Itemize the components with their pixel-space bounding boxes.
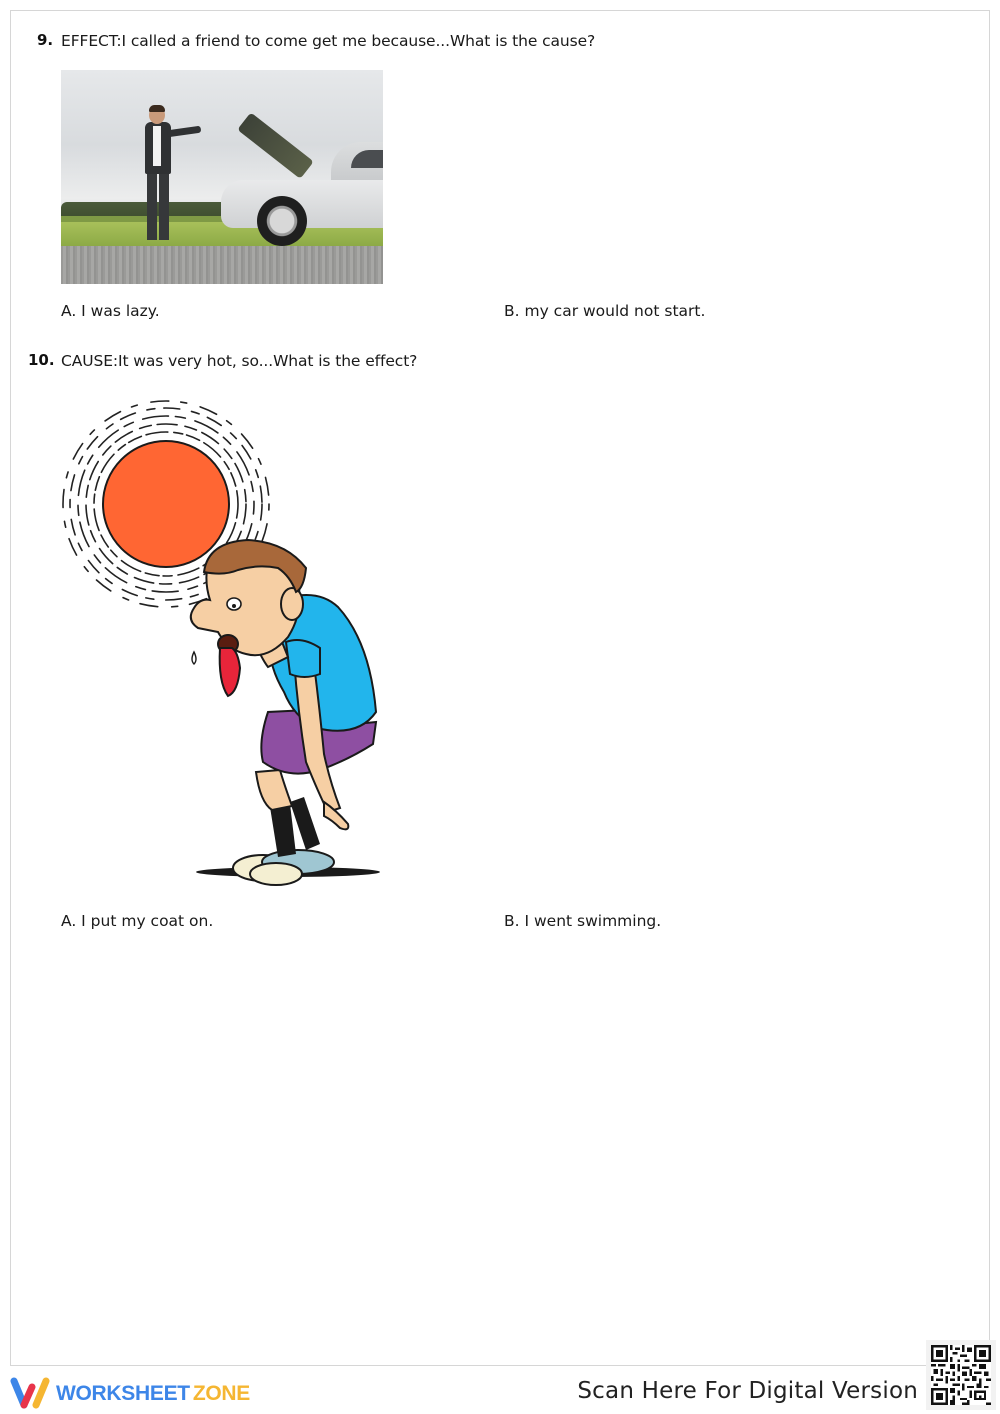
answer-option-b[interactable]: B. my car would not start. [504, 302, 706, 320]
worksheet-zone-logo-icon [10, 1377, 52, 1409]
answer-option-a[interactable]: A. I put my coat on. [61, 912, 214, 930]
worksheet-zone-logo-text: WORKSHEET ZONE [56, 1381, 250, 1405]
question-prompt: CAUSE:It was very hot, so...What is the effect? [61, 352, 418, 370]
answer-option-a[interactable]: A. I was lazy. [61, 302, 160, 320]
question-number: 9. [37, 31, 54, 49]
qr-code-icon[interactable] [926, 1340, 996, 1410]
question-number: 10. [28, 351, 55, 369]
question-image-hot-sun-cartoon [58, 392, 393, 900]
worksheet-zone-logo[interactable] [10, 1377, 250, 1409]
answer-option-b[interactable]: B. I went swimming. [504, 912, 662, 930]
question-prompt: EFFECT:I called a friend to come get me because...What is the cause? [61, 32, 596, 50]
question-image-broken-down-car [61, 70, 383, 284]
scan-here-label: Scan Here For Digital Version [577, 1378, 918, 1404]
